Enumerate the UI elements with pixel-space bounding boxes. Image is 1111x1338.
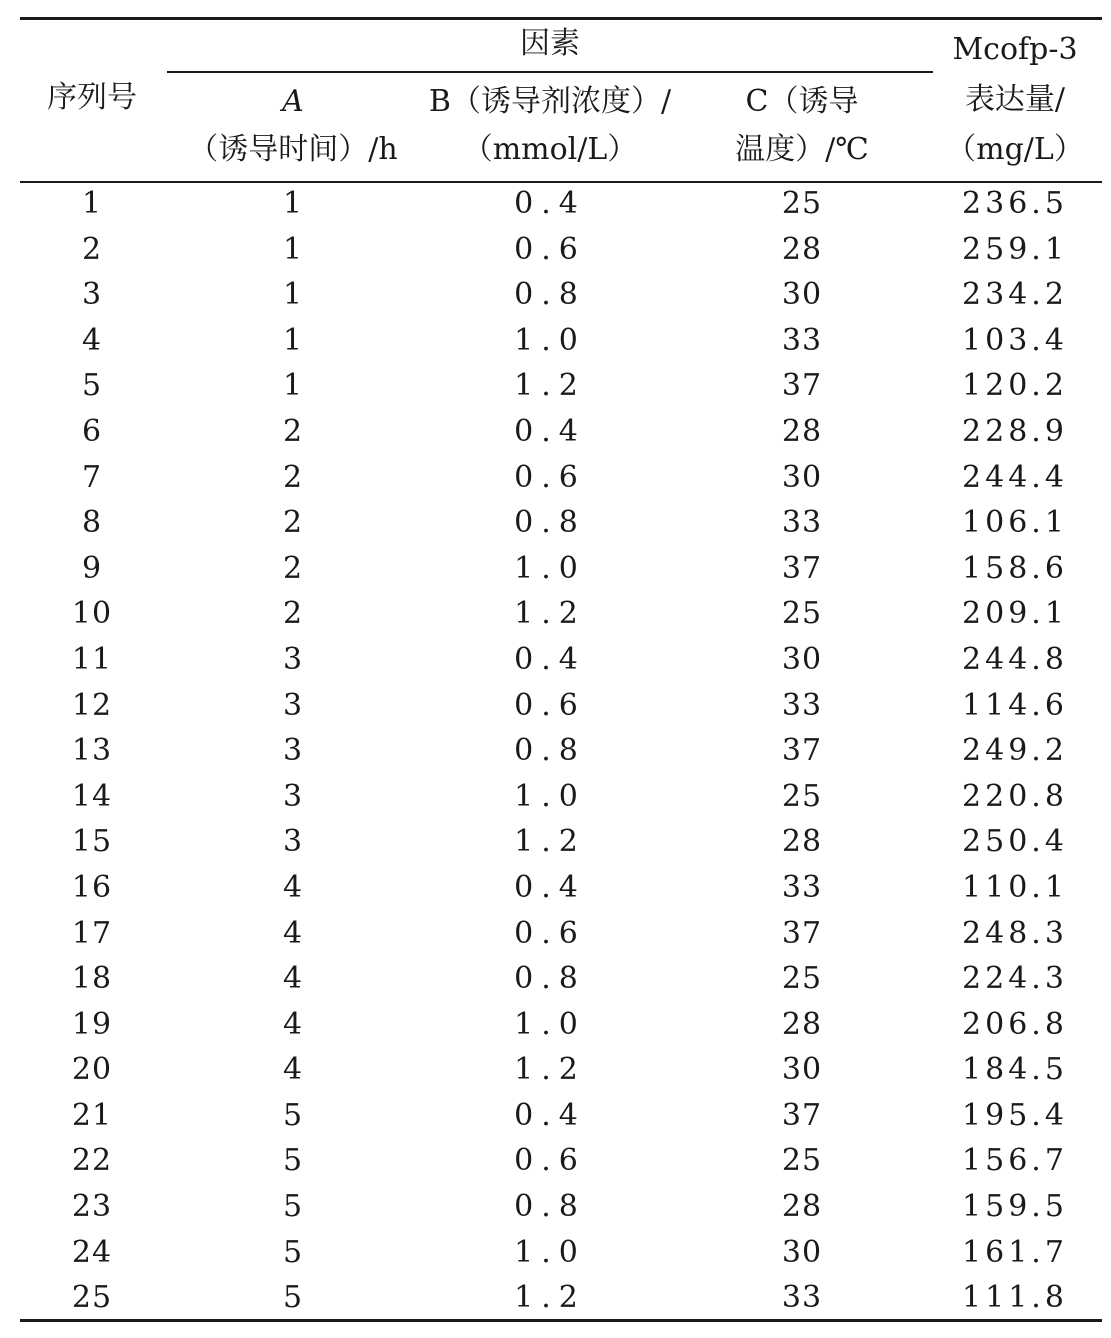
cell-c: 33 [781,687,823,723]
cell-expr: 220.8 [962,778,1068,814]
cell-expr: 114.6 [962,687,1068,723]
table-row [0,500,1111,546]
cell-b: 0.6 [514,459,586,495]
cell-c: 37 [781,1097,823,1133]
cell-b: 1.0 [514,550,586,586]
table-row [0,227,1111,273]
cell-b: 1.2 [514,1280,586,1316]
header-a-letter: A [282,84,304,119]
header-a-unit: （诱导时间）/h [188,132,398,167]
cell-a: 3 [282,641,304,677]
cell-c: 30 [781,277,823,313]
cell-seq: 14 [71,778,113,814]
table-row [0,1047,1111,1093]
cell-c: 25 [781,596,823,632]
cell-expr: 161.7 [962,1234,1068,1270]
cell-b: 1.0 [514,322,586,358]
table-row [0,591,1111,637]
table-row [0,1093,1111,1139]
cell-seq: 5 [81,368,103,404]
cell-expr: 120.2 [962,368,1068,404]
cell-expr: 195.4 [962,1097,1068,1133]
cell-b: 1.2 [514,824,586,860]
cell-expr: 159.5 [962,1189,1068,1225]
cell-c: 30 [781,1234,823,1270]
table-row [0,956,1111,1002]
cell-b: 0.8 [514,961,586,997]
factors-rule [167,71,933,73]
table-row [0,1230,1111,1276]
cell-c: 25 [781,778,823,814]
cell-b: 0.8 [514,733,586,769]
cell-c: 28 [781,824,823,860]
header-expr-line2: 表达量/ [964,82,1066,117]
cell-seq: 15 [71,824,113,860]
table-row [0,819,1111,865]
header-expr-line3: （mg/L） [946,132,1084,167]
cell-b: 1.2 [514,1052,586,1088]
cell-expr: 156.7 [962,1143,1068,1179]
cell-expr: 249.2 [962,733,1068,769]
table-row [0,1002,1111,1048]
cell-c: 28 [781,231,823,267]
cell-c: 37 [781,915,823,951]
cell-expr: 103.4 [962,322,1068,358]
cell-c: 33 [781,322,823,358]
cell-a: 4 [282,1006,304,1042]
cell-b: 0.4 [514,1097,586,1133]
cell-expr: 250.4 [962,824,1068,860]
cell-expr: 234.2 [962,277,1068,313]
cell-c: 37 [781,733,823,769]
cell-c: 28 [781,1189,823,1225]
cell-a: 5 [282,1280,304,1316]
cell-a: 3 [282,687,304,723]
cell-seq: 6 [81,413,103,449]
cell-seq: 4 [81,322,103,358]
cell-expr: 228.9 [962,413,1068,449]
table-row [0,318,1111,364]
cell-seq: 25 [71,1280,113,1316]
cell-a: 2 [282,596,304,632]
cell-expr: 110.1 [962,869,1068,905]
cell-seq: 9 [81,550,103,586]
cell-a: 5 [282,1097,304,1133]
cell-a: 2 [282,459,304,495]
cell-c: 33 [781,1280,823,1316]
cell-c: 28 [781,413,823,449]
cell-c: 28 [781,1006,823,1042]
cell-a: 1 [282,322,304,358]
cell-a: 4 [282,1052,304,1088]
cell-b: 0.4 [514,641,586,677]
cell-expr: 248.3 [962,915,1068,951]
cell-b: 1.0 [514,778,586,814]
cell-a: 5 [282,1189,304,1225]
cell-a: 2 [282,413,304,449]
cell-b: 1.2 [514,596,586,632]
cell-b: 0.4 [514,186,586,221]
table-row [0,409,1111,455]
cell-c: 30 [781,459,823,495]
header-seq: 序列号 [47,80,137,115]
cell-expr: 158.6 [962,550,1068,586]
table-row [0,637,1111,683]
table-row [0,1184,1111,1230]
cell-a: 3 [282,778,304,814]
table-body [0,181,1111,1321]
cell-seq: 23 [71,1189,113,1225]
cell-a: 3 [282,733,304,769]
cell-seq: 24 [71,1234,113,1270]
table-row [0,728,1111,774]
cell-expr: 224.3 [962,961,1068,997]
cell-a: 2 [282,550,304,586]
cell-b: 0.6 [514,687,586,723]
header-expr-line1: Mcofp-3 [952,32,1078,67]
cell-a: 1 [282,186,304,221]
cell-b: 0.8 [514,1189,586,1225]
cell-expr: 106.1 [962,505,1068,541]
table-row [0,363,1111,409]
cell-a: 5 [282,1234,304,1270]
cell-b: 1.0 [514,1234,586,1270]
cell-a: 1 [282,368,304,404]
cell-c: 30 [781,641,823,677]
header-c-line2: 温度）/℃ [735,132,869,167]
cell-seq: 18 [71,961,113,997]
cell-a: 1 [282,231,304,267]
cell-expr: 236.5 [962,186,1068,221]
cell-b: 0.6 [514,915,586,951]
cell-expr: 244.4 [962,459,1068,495]
cell-seq: 22 [71,1143,113,1179]
cell-a: 1 [282,277,304,313]
table-row [0,1275,1111,1321]
table-row [0,272,1111,318]
cell-seq: 17 [71,915,113,951]
cell-c: 25 [781,961,823,997]
cell-expr: 259.1 [962,231,1068,267]
header-b-line1: B（诱导剂浓度）/ [428,84,672,119]
cell-c: 33 [781,505,823,541]
cell-c: 33 [781,869,823,905]
cell-seq: 13 [71,733,113,769]
table-row [0,683,1111,729]
cell-seq: 19 [71,1006,113,1042]
cell-b: 1.2 [514,368,586,404]
header-b-line2: （mmol/L） [462,132,638,167]
table-row [0,181,1111,227]
header-c-line1: C（诱导 [745,84,859,119]
cell-seq: 11 [71,641,113,677]
cell-seq: 3 [81,277,103,313]
cell-b: 0.6 [514,1143,586,1179]
cell-seq: 10 [71,596,113,632]
table-row [0,455,1111,501]
table-row [0,865,1111,911]
cell-seq: 2 [81,231,103,267]
cell-b: 1.0 [514,1006,586,1042]
table-row [0,911,1111,957]
cell-a: 5 [282,1143,304,1179]
cell-b: 0.4 [514,869,586,905]
cell-expr: 206.8 [962,1006,1068,1042]
cell-a: 4 [282,869,304,905]
cell-a: 2 [282,505,304,541]
table-row [0,774,1111,820]
cell-expr: 209.1 [962,596,1068,632]
cell-seq: 21 [71,1097,113,1133]
cell-a: 3 [282,824,304,860]
cell-a: 4 [282,915,304,951]
cell-b: 0.4 [514,413,586,449]
cell-expr: 111.8 [962,1280,1068,1316]
cell-seq: 7 [81,459,103,495]
cell-b: 0.8 [514,505,586,541]
cell-b: 0.8 [514,277,586,313]
cell-c: 37 [781,368,823,404]
cell-c: 30 [781,1052,823,1088]
cell-seq: 16 [71,869,113,905]
cell-seq: 20 [71,1052,113,1088]
table-row [0,1138,1111,1184]
cell-expr: 184.5 [962,1052,1068,1088]
cell-c: 25 [781,1143,823,1179]
cell-c: 25 [781,186,823,221]
cell-seq: 1 [81,186,103,221]
cell-expr: 244.8 [962,641,1068,677]
table-row [0,546,1111,592]
header-factors: 因素 [520,26,580,61]
cell-seq: 12 [71,687,113,723]
cell-a: 4 [282,961,304,997]
cell-b: 0.6 [514,231,586,267]
cell-c: 37 [781,550,823,586]
cell-seq: 8 [81,505,103,541]
